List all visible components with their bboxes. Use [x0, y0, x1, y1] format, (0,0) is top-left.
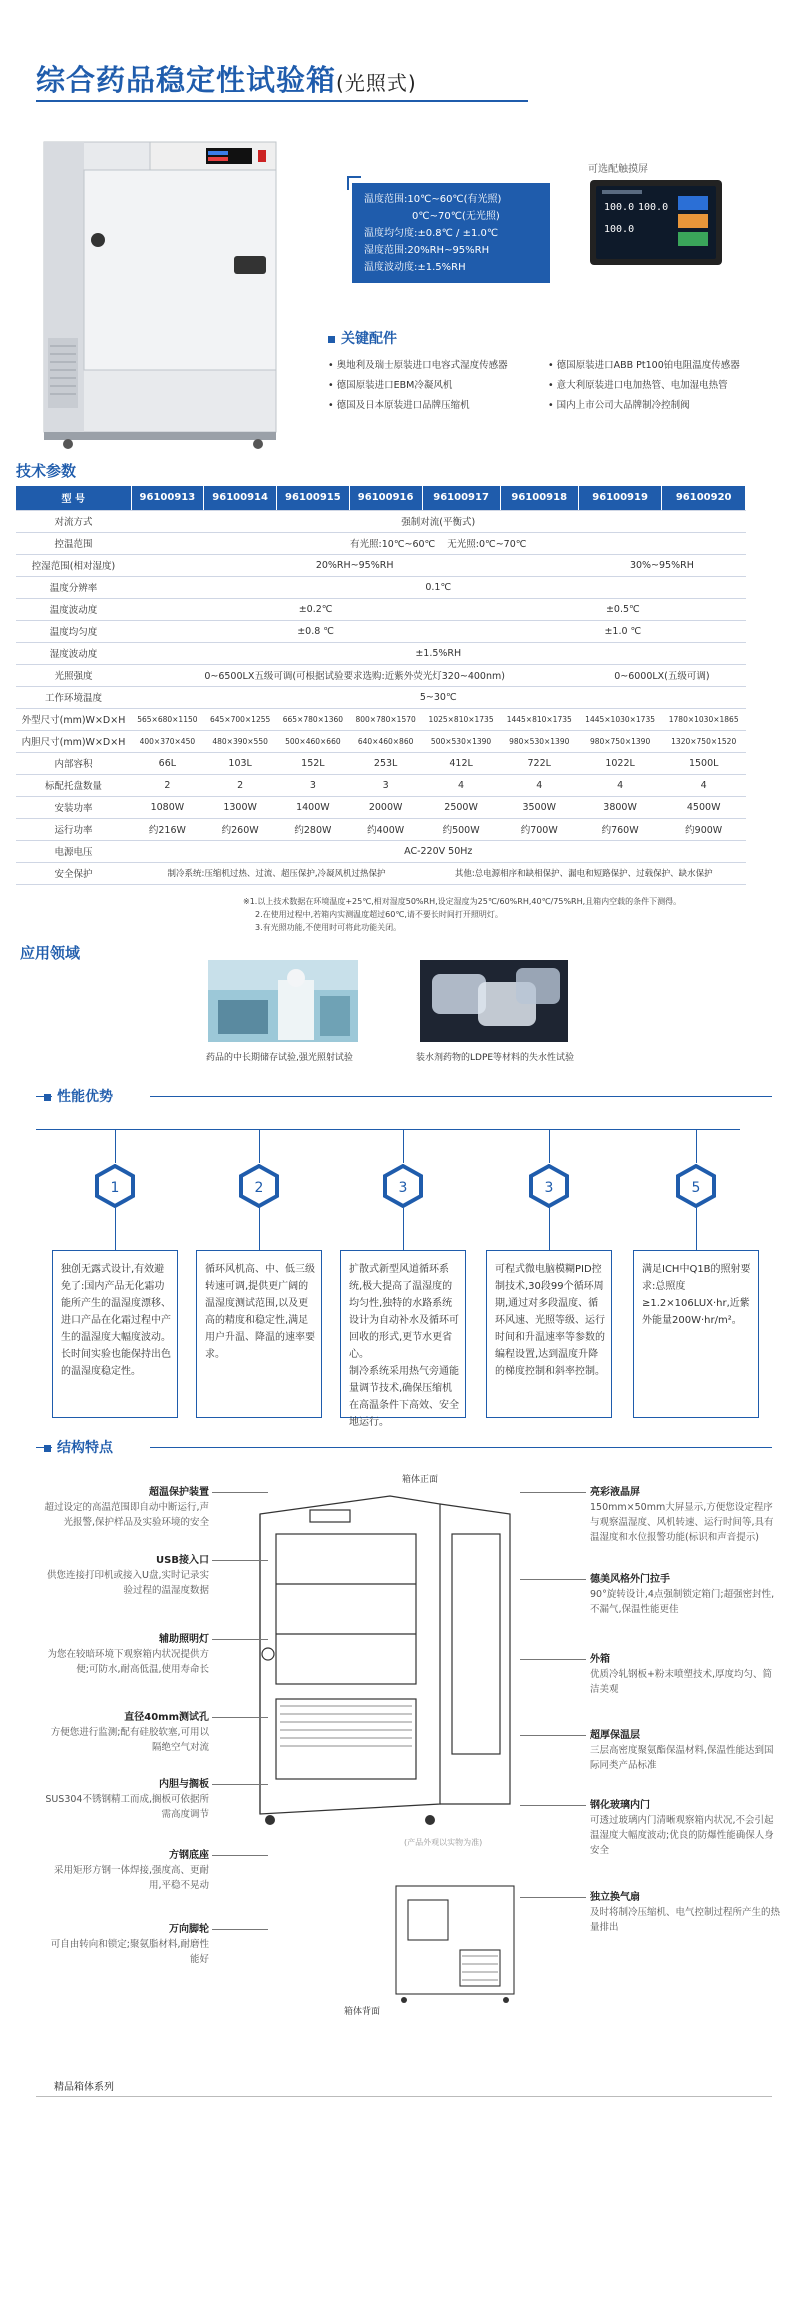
hexagon-number-icon: [237, 1164, 281, 1208]
spec-line: 0℃~70℃(无光照): [412, 211, 500, 222]
col-header: 96100918: [500, 486, 578, 510]
chamber-back-drawing: [390, 1880, 520, 2005]
perf-connector-line: [36, 1129, 740, 1130]
table-row: 温度分辨率 0.1℃: [16, 576, 746, 598]
svg-text:5: 5: [691, 1180, 701, 1196]
structure-label-left: 超温保护装置 超过设定的高温范围即自动中断运行,声光报警,保护样品及实验环境的安全: [44, 1487, 209, 1528]
col-header: 96100915: [277, 486, 350, 510]
col-header: 96100919: [578, 486, 662, 510]
structure-label-right: 独立换气扇 及时将制冷压缩机、电气控制过程所产生的热量排出: [590, 1892, 781, 1933]
hexagon-number-icon: [93, 1164, 137, 1208]
table-header-row: [16, 486, 746, 510]
hexagon-number-icon: [674, 1164, 718, 1208]
product-image: [38, 138, 288, 450]
table-row: 内部容积 66L 103L 152L 253L 412L 722L 1022L 1500L: [16, 752, 746, 774]
pointer-line: [212, 1717, 268, 1718]
table-row: 控温范围 有光照:10℃~60℃ 无光照:0℃~70℃: [16, 532, 746, 554]
structure-label-right: 亮彩液晶屏 150mm×50mm大屏显示,方便您设定程序与观察温湿度、风机转速、运行时间等,具有温湿度和水位报警功能(标识和声音提示): [590, 1487, 774, 1543]
app-caption-1: 药品的中长期储存试验,强光照射试验: [206, 1053, 353, 1063]
structure-label-left: 万向脚轮 可自由转向和锁定;聚氨脂材料,耐磨性能好: [50, 1924, 209, 1965]
performance-title: 性能优势: [44, 1086, 113, 1106]
key-part-item: • 意大利原装进口电加热管、电加湿电热管: [548, 380, 728, 391]
svg-text:2: 2: [254, 1180, 264, 1196]
image-note: (产品外观以实物为准): [404, 1838, 483, 1847]
structure-title: 结构特点: [44, 1437, 113, 1457]
col-header: 96100917: [422, 486, 500, 510]
performance-card: 循环风机高、中、低三级转速可调,提供更广阔的温湿度测试范围,以及更高的精度和稳定性,满足用户升温、降温的速率要求。: [196, 1250, 322, 1418]
table-row: 对流方式 强制对流(平衡式): [16, 510, 746, 532]
table-row: 温度均匀度 ±0.8 ℃ ±1.0 ℃: [16, 620, 746, 642]
table-row: 安装功率 1080W 1300W 1400W 2000W 2500W 3500W 3800W 4500W: [16, 796, 746, 818]
pointer-line: [520, 1659, 586, 1660]
spec-summary-box: [352, 183, 550, 283]
spec-line: 温度均匀度:±0.8℃ / ±1.0℃: [364, 228, 499, 239]
performance-card: 独创无露式设计,有效避免了:国内产品无化霜功能所产生的温湿度漂移、进口产品在化霜过程中产生的温湿度大幅度波动。长时间实验也能保持出色的温湿度稳定性。: [52, 1250, 178, 1418]
chamber-line-drawing: [240, 1484, 540, 1829]
perf-right-line: [150, 1096, 772, 1097]
table-row: 温度波动度 ±0.2℃ ±0.5℃: [16, 598, 746, 620]
square-bullet-icon: [328, 336, 335, 343]
table-row: 控湿范围(相对湿度) 20%RH~95%RH 30%~95%RH: [16, 554, 746, 576]
pointer-line: [212, 1929, 268, 1930]
key-part-item: • 德国及日本原装进口品牌压缩机: [328, 400, 470, 411]
table-row: 工作环境温度 5~30℃: [16, 686, 746, 708]
structure-label-left: USB接入口 供您连接打印机或接入U盘,实时记录实验过程的温湿度数据: [47, 1555, 209, 1596]
title-underline: [36, 100, 528, 102]
pointer-line: [212, 1855, 268, 1856]
pointer-line: [520, 1579, 586, 1580]
col-header: 96100916: [349, 486, 422, 510]
hexagon-number-icon: [527, 1164, 571, 1208]
spec-line: 温度范围:10℃~60℃(有光照): [364, 194, 502, 205]
key-part-item: • 德国原装进口ABB Pt100铂电阻温度传感器: [548, 360, 740, 371]
table-row: 湿度波动度 ±1.5%RH: [16, 642, 746, 664]
performance-card: 可程式微电脑模糊PID控制技术,30段99个循环周期,通过对多段温度、循环风速、光照等级、运行时间和升温速率等参数的编程设置,达到温度升降的梯度控制和斜率控制。: [486, 1250, 612, 1418]
table-row: 光照强度 0~6500LX五级可调(可根据试验要求选购:近紫外荧光灯320~400nm) 0~6000LX(五级可调): [16, 664, 746, 686]
card-connector: [696, 1129, 697, 1163]
square-bullet-icon: [44, 1094, 51, 1101]
touch-screen-image: [590, 180, 722, 265]
footer-line: [36, 2096, 772, 2097]
struct-right-line: [150, 1447, 772, 1448]
structure-label-right: 外箱 优质冷轧钢板+粉末喷塑技术,厚度均匀、简洁美观: [590, 1654, 772, 1695]
footer-text: 精品箱体系列: [54, 2082, 114, 2093]
col-header: 96100914: [204, 486, 277, 510]
performance-card: 满足ICH中Q1B的照射要求:总照度≥1.2×106LUX·hr,近紫外能量200W·hr/m²。: [633, 1250, 759, 1418]
card-connector: [259, 1129, 260, 1163]
key-parts-title: 关键配件: [328, 328, 397, 348]
structure-label-right: 钢化玻璃内门 可透过玻璃内门清晰观察箱内状况,不会引起温湿度大幅度波动;优良的防爆性能确保人身安全: [590, 1800, 774, 1856]
touch-value: 100.0: [638, 202, 669, 213]
key-part-item: • 国内上市公司大品牌制冷控制阀: [548, 400, 690, 411]
pointer-line: [212, 1639, 268, 1640]
back-label: 箱体背面: [344, 2007, 381, 2017]
table-row: 运行功率 约216W 约260W 约280W 约400W 约500W 约700W 约760W 约900W: [16, 818, 746, 840]
touch-value: 100.0: [604, 224, 635, 235]
structure-label-left: 直径40mm测试孔 方便您进行监测;配有硅胶软塞,可用以隔绝空气对流: [50, 1712, 209, 1753]
app-caption-2: 装水剂药物的LDPE等材料的失水性试验: [416, 1053, 575, 1063]
page-title: 综合药品稳定性试验箱(光照式): [36, 63, 417, 97]
svg-text:1: 1: [110, 1180, 120, 1196]
front-label: 箱体正面: [402, 1475, 439, 1485]
page-subtitle: (光照式): [336, 71, 417, 95]
table-row: 电源电压 AC-220V 50Hz: [16, 840, 746, 862]
svg-text:3: 3: [544, 1180, 554, 1196]
key-parts-right: [548, 356, 740, 416]
pointer-line: [520, 1735, 586, 1736]
col-header: 型 号: [16, 486, 131, 510]
card-connector: [403, 1208, 404, 1250]
hexagon-number-icon: [381, 1164, 425, 1208]
card-connector: [549, 1129, 550, 1163]
card-connector: [259, 1208, 260, 1250]
structure-label-right: 德美风格外门拉手 90°旋转设计,4点强制锁定箱门;超强密封性,不漏气,保温性能更佳: [590, 1574, 775, 1615]
touch-value: 100.0: [604, 202, 635, 213]
col-header: 96100920: [662, 486, 746, 510]
card-connector: [549, 1208, 550, 1250]
col-header: 96100913: [131, 486, 204, 510]
card-connector: [696, 1208, 697, 1250]
spec-table: [16, 486, 746, 885]
touch-screen-label: 可选配触摸屏: [588, 164, 648, 175]
pointer-line: [520, 1897, 586, 1898]
table-notes: ※1.以上技术数据在环境温度+25℃,相对湿度50%RH,设定湿度为25℃/60%RH,40℃/75%RH,且箱内空载的条件下测得。 2.在使用过程中,若箱内实测温度超过60℃,请不要长时间打开照明灯。 3.有光照功能,不使用时可将此功能关闭。: [243, 897, 682, 932]
square-bullet-icon: [44, 1445, 51, 1452]
table-row: 安全保护 制冷系统:压缩机过热、过流、超压保护,冷凝风机过热保护 其他:总电源相序和缺相保护、漏电和短路保护、过载保护、缺水保护: [16, 862, 746, 884]
card-connector: [403, 1129, 404, 1163]
iv-bags-photo: [420, 960, 568, 1042]
key-part-item: • 德国原装进口EBM冷凝风机: [328, 380, 453, 391]
lab-photo: [208, 960, 358, 1042]
structure-label-left: 内胆与搁板 SUS304不锈钢精工而成,搁板可依据所需高度调节: [45, 1779, 209, 1820]
pointer-line: [212, 1560, 268, 1561]
card-connector: [115, 1208, 116, 1250]
structure-label-right: 超厚保温层 三层高密度聚氨酯保温材料,保温性能达到国际同类产品标准: [590, 1730, 774, 1771]
table-row: 外型尺寸(mm)W×D×H 565×680×1150 645×700×1255 665×780×1360 800×780×1570 1025×810×1735 1445×810×1735 1445×1030×1735 1780×1030×1865: [16, 708, 746, 730]
performance-card: 扩散式新型风道循环系统,极大提高了温湿度的均匀性,独特的水路系统设计为自动补水及循环可回收的形式,更节水更省心。 制冷系统采用热气旁通能量调节技术,确保压缩机在高温条件下高效、安全地运行。: [340, 1250, 466, 1418]
pointer-line: [212, 1492, 268, 1493]
pointer-line: [212, 1784, 268, 1785]
spec-line: 湿度范围:20%RH~95%RH: [364, 245, 490, 256]
structure-label-left: 方钢底座 采用矩形方钢一体焊接,强度高、更耐用,平稳不晃动: [53, 1850, 209, 1891]
svg-text:3: 3: [398, 1180, 408, 1196]
key-part-item: • 奥地利及瑞士原装进口电容式湿度传感器: [328, 360, 508, 371]
tech-title: 技术参数: [16, 462, 77, 480]
table-row: 标配托盘数量 2 2 3 3 4 4 4 4: [16, 774, 746, 796]
key-parts-left: [328, 356, 508, 416]
application-title: 应用领域: [20, 944, 81, 962]
card-connector: [115, 1129, 116, 1163]
pointer-line: [520, 1492, 586, 1493]
pointer-line: [520, 1805, 586, 1806]
structure-label-left: 辅助照明灯 为您在较暗环境下观察箱内状况提供方便;可防水,耐高低温,使用寿命长: [47, 1634, 209, 1675]
table-row: 内胆尺寸(mm)W×D×H 400×370×450 480×390×550 500×460×660 640×460×860 500×530×1390 980×530×1390 980×750×1390 1320×750×1520: [16, 730, 746, 752]
spec-line: 温度波动度:±1.5%RH: [364, 262, 466, 273]
